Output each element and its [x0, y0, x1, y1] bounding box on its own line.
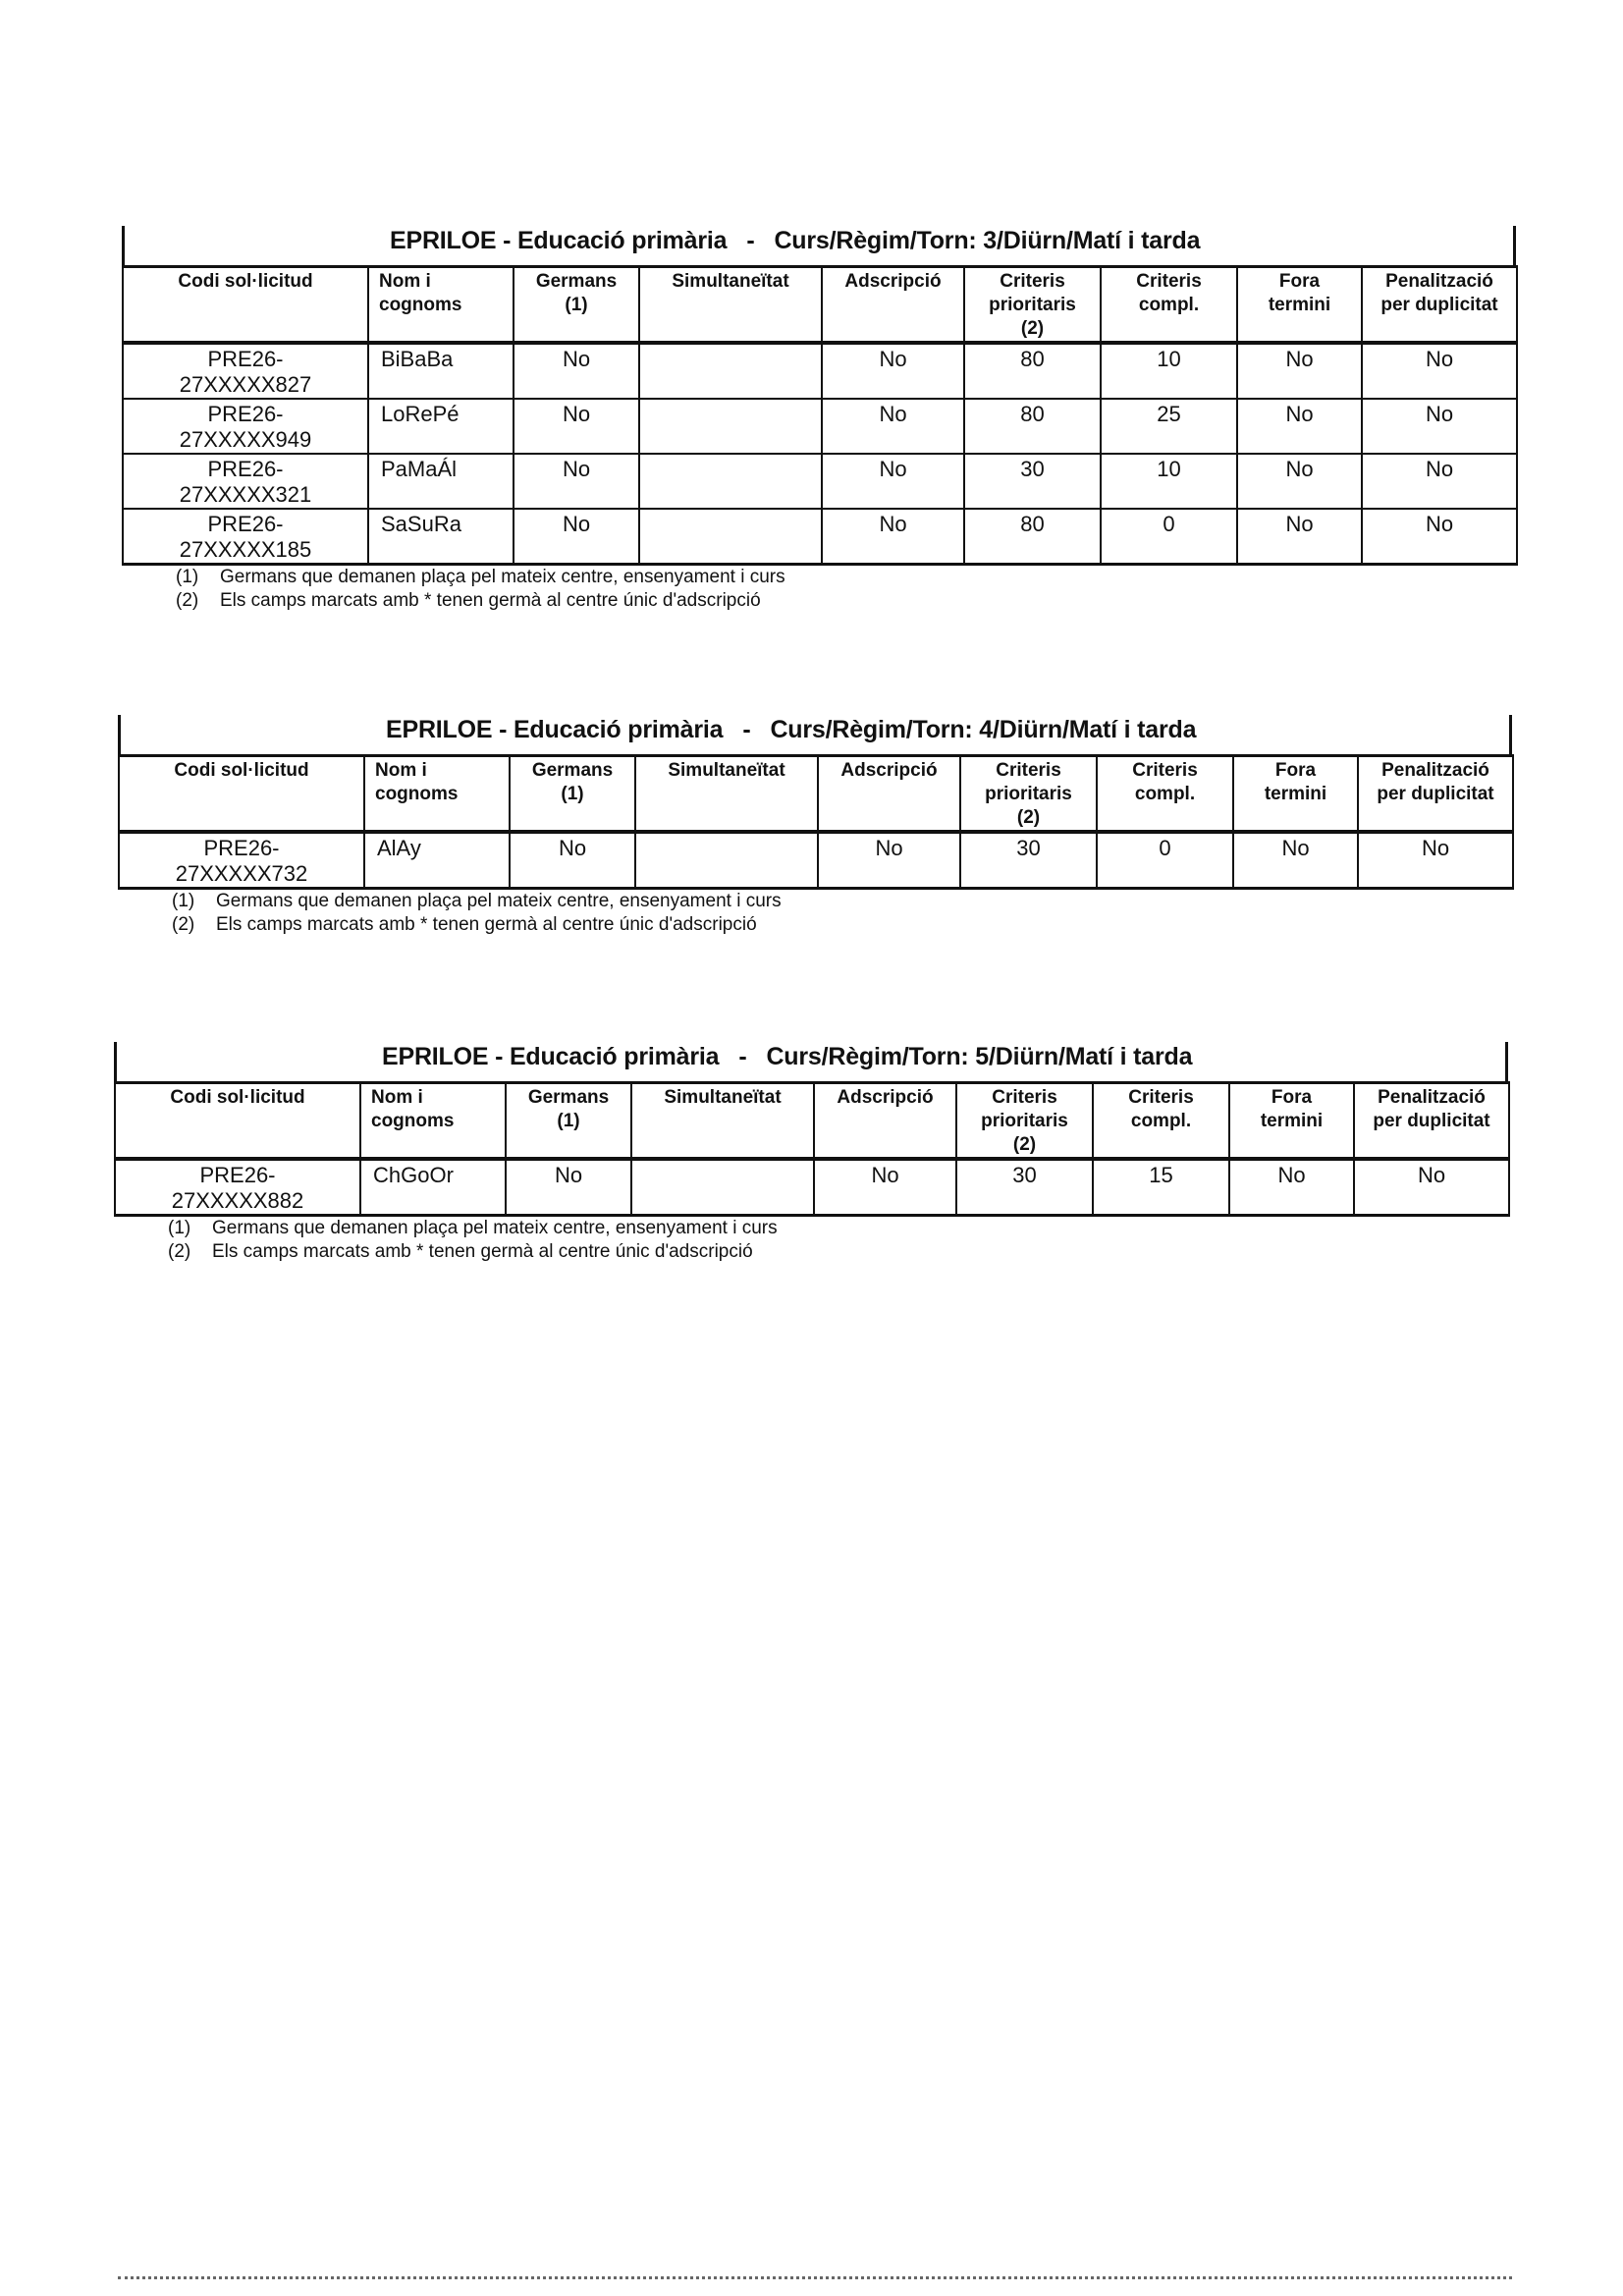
footnotes [114, 1217, 1508, 1264]
cell-simultaneitat [639, 509, 822, 565]
footnote-2 [176, 589, 1516, 613]
header-adscripcio [822, 267, 964, 344]
title-course: Curs/Règim/Torn: 5/Diürn/Matí i tarda [766, 1043, 1193, 1070]
cell-criteris-prioritaris: 80 [964, 399, 1101, 454]
title-stage: EPRILOE - Educació primària [386, 716, 724, 743]
cell-nom: ChGoOr [360, 1159, 506, 1216]
header-criteris-prioritaris [960, 756, 1097, 833]
title-separator: - [738, 1043, 747, 1070]
cell-germans: No [514, 343, 639, 399]
header-nom-line1: Nom i [379, 271, 431, 292]
cell-adscripcio: No [822, 509, 964, 565]
footnote-2-label: (2) [168, 1241, 191, 1262]
cell-fora-termini: No [1237, 509, 1362, 565]
codi-line2: 27XXXXX949 [179, 427, 312, 452]
table-header-row [115, 1083, 1509, 1160]
cell-germans: No [514, 399, 639, 454]
header-codi [115, 1083, 360, 1160]
header-simultaneitat [639, 267, 822, 344]
cell-criteris-compl: 10 [1101, 454, 1237, 509]
header-compl-line2: compl. [1130, 1111, 1192, 1131]
applications-table [122, 265, 1518, 566]
cell-nom: LoRePé [368, 399, 514, 454]
title-stage: EPRILOE - Educació primària [390, 227, 728, 254]
footnote-2-label: (2) [172, 914, 195, 935]
cell-criteris-compl: 0 [1101, 509, 1237, 565]
header-nom [364, 756, 510, 833]
cell-adscripcio: No [822, 399, 964, 454]
header-prio-line1: Criteris [992, 1087, 1057, 1108]
codi-line2: 27XXXXX827 [179, 372, 312, 397]
footnote-2 [172, 913, 1512, 937]
table-row [123, 399, 1517, 454]
header-fora-line1: Fora [1278, 271, 1321, 292]
footnote-2 [168, 1240, 1508, 1264]
codi-line1: PRE26- [207, 512, 284, 536]
cell-simultaneitat [635, 832, 818, 889]
cell-criteris-compl: 0 [1097, 832, 1233, 889]
header-prio-line3: (2) [1016, 807, 1041, 828]
cell-penalitzacio: No [1358, 832, 1513, 889]
header-criteris-prioritaris [956, 1083, 1093, 1160]
footnote-2-text: Els camps marcats amb * tenen germà al centre únic d'adscripció [212, 1241, 753, 1262]
header-fora-line2: termini [1264, 784, 1327, 804]
cell-codi [123, 343, 368, 399]
footnote-2-label: (2) [176, 590, 199, 611]
header-prio-line3: (2) [1012, 1134, 1037, 1155]
cell-criteris-prioritaris: 30 [964, 454, 1101, 509]
header-germans [506, 1083, 631, 1160]
codi-line2: 27XXXXX732 [175, 861, 308, 886]
header-prio-line3: (2) [1020, 318, 1045, 339]
header-germans-line1: Germans [535, 271, 618, 292]
footnote-2-text: Els camps marcats amb * tenen germà al centre únic d'adscripció [220, 590, 761, 611]
header-penal-line2: per duplicitat [1373, 1111, 1490, 1131]
header-penalitzacio [1354, 1083, 1509, 1160]
cell-fora-termini: No [1229, 1159, 1354, 1216]
header-fora-line1: Fora [1274, 760, 1317, 781]
cell-fora-termini: No [1237, 399, 1362, 454]
header-simultaneitat-label: Simultaneïtat [672, 271, 789, 292]
header-nom-line2: cognoms [379, 295, 462, 315]
table-row [123, 454, 1517, 509]
cell-codi [123, 399, 368, 454]
header-prio-line2: prioritaris [985, 784, 1072, 804]
header-adscripcio [818, 756, 960, 833]
table-row [123, 343, 1517, 399]
header-penal-line2: per duplicitat [1380, 295, 1498, 315]
header-nom-line1: Nom i [371, 1087, 423, 1108]
cell-criteris-compl: 15 [1093, 1159, 1229, 1216]
header-germans-line2: (1) [565, 295, 588, 315]
cell-germans: No [514, 454, 639, 509]
header-penal-line1: Penalització [1378, 1087, 1486, 1108]
footnote-1 [176, 566, 1516, 589]
header-nom-line2: cognoms [371, 1111, 455, 1131]
header-prio-line1: Criteris [1000, 271, 1065, 292]
cell-germans: No [514, 509, 639, 565]
cell-codi [123, 454, 368, 509]
header-penal-line1: Penalització [1385, 271, 1493, 292]
cell-criteris-compl: 25 [1101, 399, 1237, 454]
footnote-1-label: (1) [168, 1218, 191, 1238]
cell-simultaneitat [639, 343, 822, 399]
footnote-1 [168, 1217, 1508, 1240]
header-compl-line1: Criteris [1136, 271, 1202, 292]
table-row [119, 832, 1513, 889]
footnote-2-text: Els camps marcats amb * tenen germà al centre únic d'adscripció [216, 914, 757, 935]
header-compl-line2: compl. [1138, 295, 1200, 315]
title-separator: - [742, 716, 751, 743]
header-compl-line1: Criteris [1132, 760, 1198, 781]
header-simultaneitat-label: Simultaneïtat [664, 1087, 782, 1108]
cell-criteris-prioritaris: 80 [964, 509, 1101, 565]
footnote-1-text: Germans que demanen plaça pel mateix centre, ensenyament i curs [216, 891, 782, 911]
cell-nom: PaMaÁl [368, 454, 514, 509]
course-block-4 [118, 715, 1512, 937]
header-nom [360, 1083, 506, 1160]
header-simultaneitat-label: Simultaneïtat [668, 760, 785, 781]
footnotes [122, 566, 1516, 613]
header-germans-line1: Germans [527, 1087, 610, 1108]
cell-codi [115, 1159, 360, 1216]
title-course: Curs/Règim/Torn: 4/Diürn/Matí i tarda [770, 716, 1197, 743]
cell-codi [119, 832, 364, 889]
codi-line1: PRE26- [207, 457, 284, 481]
cell-adscripcio: No [822, 454, 964, 509]
footnote-1-text: Germans que demanen plaça pel mateix centre, ensenyament i curs [220, 567, 785, 587]
codi-line2: 27XXXXX882 [171, 1188, 304, 1213]
header-simultaneitat [631, 1083, 814, 1160]
header-adscripcio [814, 1083, 956, 1160]
header-fora-termini [1237, 267, 1362, 344]
footnotes [118, 890, 1512, 937]
cell-simultaneitat [639, 399, 822, 454]
cell-adscripcio: No [822, 343, 964, 399]
header-codi [119, 756, 364, 833]
table-row [115, 1159, 1509, 1216]
block-title-row [118, 715, 1512, 754]
cell-penalitzacio: No [1362, 343, 1517, 399]
header-penalitzacio [1362, 267, 1517, 344]
header-simultaneitat [635, 756, 818, 833]
header-nom-line1: Nom i [375, 760, 427, 781]
cell-criteris-prioritaris: 80 [964, 343, 1101, 399]
header-adscripcio-label: Adscripció [837, 1087, 934, 1108]
header-nom-line2: cognoms [375, 784, 459, 804]
header-codi [123, 267, 368, 344]
cell-penalitzacio: No [1362, 454, 1517, 509]
header-fora-termini [1233, 756, 1358, 833]
header-prio-line1: Criteris [996, 760, 1061, 781]
cell-germans: No [510, 832, 635, 889]
footnote-1-label: (1) [172, 891, 195, 911]
header-compl-line2: compl. [1134, 784, 1196, 804]
cell-adscripcio: No [818, 832, 960, 889]
header-fora-line1: Fora [1271, 1087, 1313, 1108]
header-penal-line2: per duplicitat [1377, 784, 1494, 804]
codi-line1: PRE26- [207, 402, 284, 426]
block-title-row [122, 226, 1516, 265]
block-title [382, 1043, 1192, 1071]
header-criteris-compl [1101, 267, 1237, 344]
scan-edge-artifact [118, 2276, 1512, 2283]
block-title [386, 716, 1196, 744]
footnote-1-label: (1) [176, 567, 199, 587]
codi-line1: PRE26- [199, 1163, 276, 1187]
block-title-row [114, 1042, 1508, 1081]
course-block-5 [114, 1042, 1508, 1264]
applications-table [118, 754, 1514, 890]
header-criteris-prioritaris [964, 267, 1101, 344]
footnote-1 [172, 890, 1512, 913]
cell-criteris-prioritaris: 30 [960, 832, 1097, 889]
header-fora-termini [1229, 1083, 1354, 1160]
table-header-row [119, 756, 1513, 833]
cell-simultaneitat [631, 1159, 814, 1216]
cell-criteris-compl: 10 [1101, 343, 1237, 399]
cell-fora-termini: No [1237, 343, 1362, 399]
header-nom [368, 267, 514, 344]
header-criteris-compl [1097, 756, 1233, 833]
header-germans [514, 267, 639, 344]
title-stage: EPRILOE - Educació primària [382, 1043, 720, 1070]
cell-nom: SaSuRa [368, 509, 514, 565]
header-fora-line2: termini [1260, 1111, 1324, 1131]
cell-fora-termini: No [1233, 832, 1358, 889]
header-germans-line2: (1) [561, 784, 584, 804]
cell-penalitzacio: No [1354, 1159, 1509, 1216]
header-germans [510, 756, 635, 833]
footnote-1-text: Germans que demanen plaça pel mateix centre, ensenyament i curs [212, 1218, 778, 1238]
codi-line2: 27XXXXX321 [179, 482, 312, 507]
title-course: Curs/Règim/Torn: 3/Diürn/Matí i tarda [774, 227, 1201, 254]
header-penal-line1: Penalització [1381, 760, 1489, 781]
header-codi-label: Codi sol·licitud [174, 760, 309, 781]
cell-germans: No [506, 1159, 631, 1216]
table-row [123, 509, 1517, 565]
header-codi-label: Codi sol·licitud [178, 271, 313, 292]
header-criteris-compl [1093, 1083, 1229, 1160]
cell-adscripcio: No [814, 1159, 956, 1216]
header-codi-label: Codi sol·licitud [170, 1087, 305, 1108]
header-adscripcio-label: Adscripció [840, 760, 938, 781]
cell-fora-termini: No [1237, 454, 1362, 509]
title-separator: - [746, 227, 755, 254]
cell-criteris-prioritaris: 30 [956, 1159, 1093, 1216]
header-germans-line1: Germans [531, 760, 614, 781]
block-title [390, 227, 1200, 255]
header-penalitzacio [1358, 756, 1513, 833]
cell-penalitzacio: No [1362, 399, 1517, 454]
header-adscripcio-label: Adscripció [844, 271, 942, 292]
header-prio-line2: prioritaris [989, 295, 1076, 315]
applications-table [114, 1081, 1510, 1217]
cell-simultaneitat [639, 454, 822, 509]
header-compl-line1: Criteris [1128, 1087, 1194, 1108]
table-header-row [123, 267, 1517, 344]
course-block-3 [122, 226, 1516, 613]
codi-line2: 27XXXXX185 [179, 537, 312, 562]
codi-line1: PRE26- [203, 836, 280, 860]
header-fora-line2: termini [1268, 295, 1331, 315]
cell-penalitzacio: No [1362, 509, 1517, 565]
cell-codi [123, 509, 368, 565]
header-prio-line2: prioritaris [981, 1111, 1068, 1131]
cell-nom: BiBaBa [368, 343, 514, 399]
header-germans-line2: (1) [557, 1111, 580, 1131]
codi-line1: PRE26- [207, 347, 284, 371]
cell-nom: AlAy [364, 832, 510, 889]
